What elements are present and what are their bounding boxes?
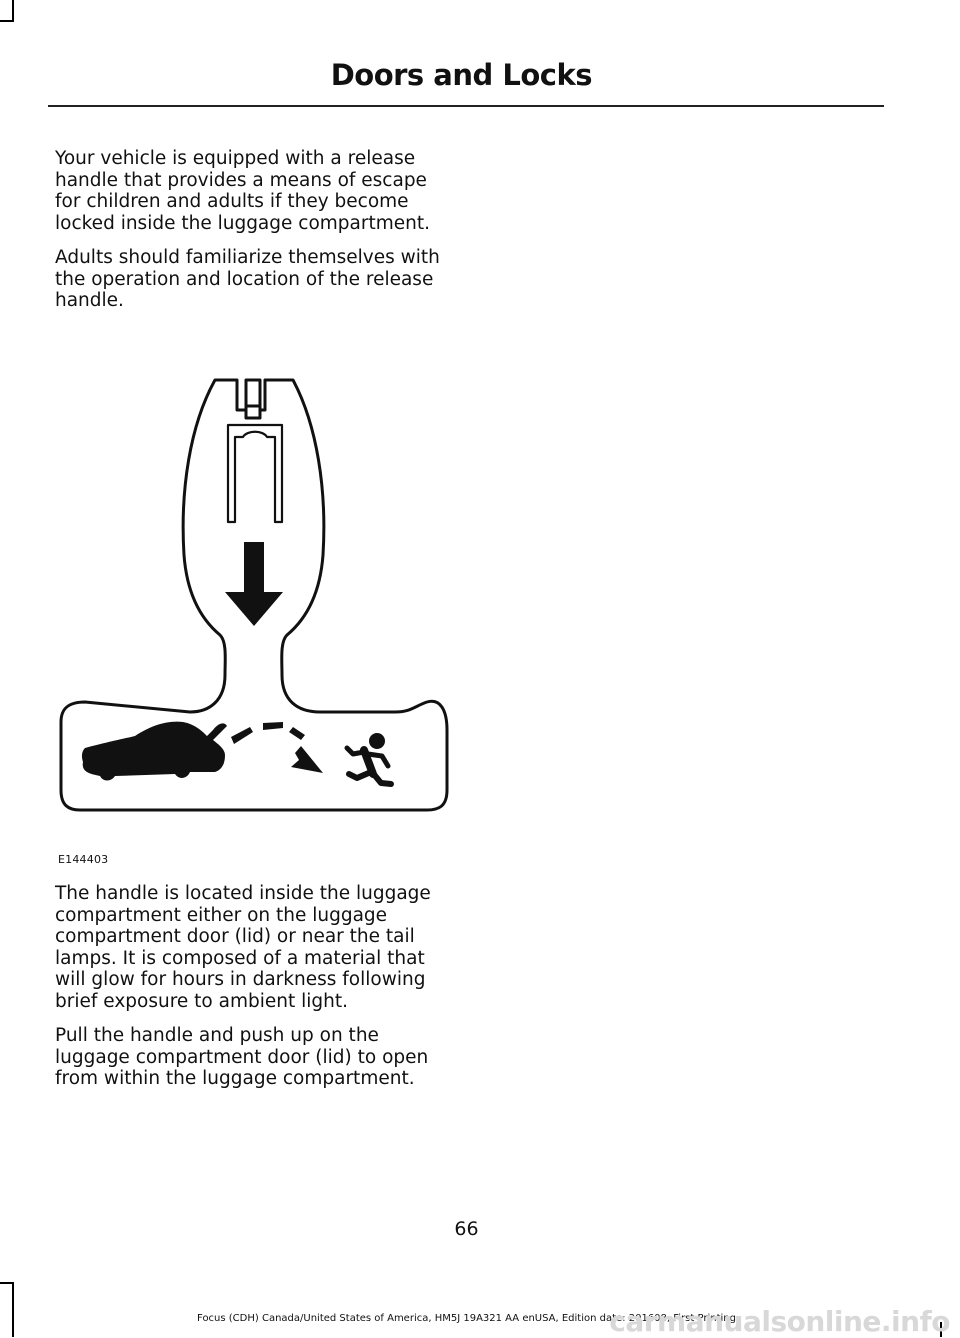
figure-code: E144403 bbox=[58, 853, 109, 866]
page-title: Doors and Locks bbox=[330, 58, 592, 92]
crop-mark-top-left-h bbox=[0, 20, 14, 22]
body-paragraph-2: Pull the handle and push up on the luggage compartment door (lid) to open from within the luggage compartment. bbox=[55, 1025, 429, 1089]
body-section bbox=[55, 883, 450, 1103]
intro-section bbox=[55, 148, 450, 325]
edition-footer: Focus (CDH) Canada/United States of America, HM5J 19A321 AA enUSA, Edition date: 201608, First Printing bbox=[197, 1313, 736, 1324]
intro-paragraph-2: Adults should familiarize themselves with the operation and location of the release handle. bbox=[55, 247, 440, 311]
intro-paragraph-1: Your vehicle is equipped with a release handle that provides a means of escape for children and adults if they become locked inside the luggage compartment. bbox=[55, 148, 430, 234]
page-number: 66 bbox=[454, 1218, 479, 1240]
body-paragraph-1: The handle is located inside the luggage compartment either on the luggage compartment door (lid) or near the tail lamps. It is composed of a material that will glow for hours in darkness following brief exposure to ambient light. bbox=[55, 883, 431, 1012]
crop-mark-bottom-left-v bbox=[12, 1282, 14, 1337]
crop-mark-bottom-left-h bbox=[0, 1282, 14, 1284]
watermark: carmanualsonline.info bbox=[609, 1305, 950, 1338]
header-divider bbox=[48, 105, 884, 107]
crop-mark-top-left-v bbox=[12, 0, 14, 22]
release-handle-illustration bbox=[55, 370, 455, 820]
